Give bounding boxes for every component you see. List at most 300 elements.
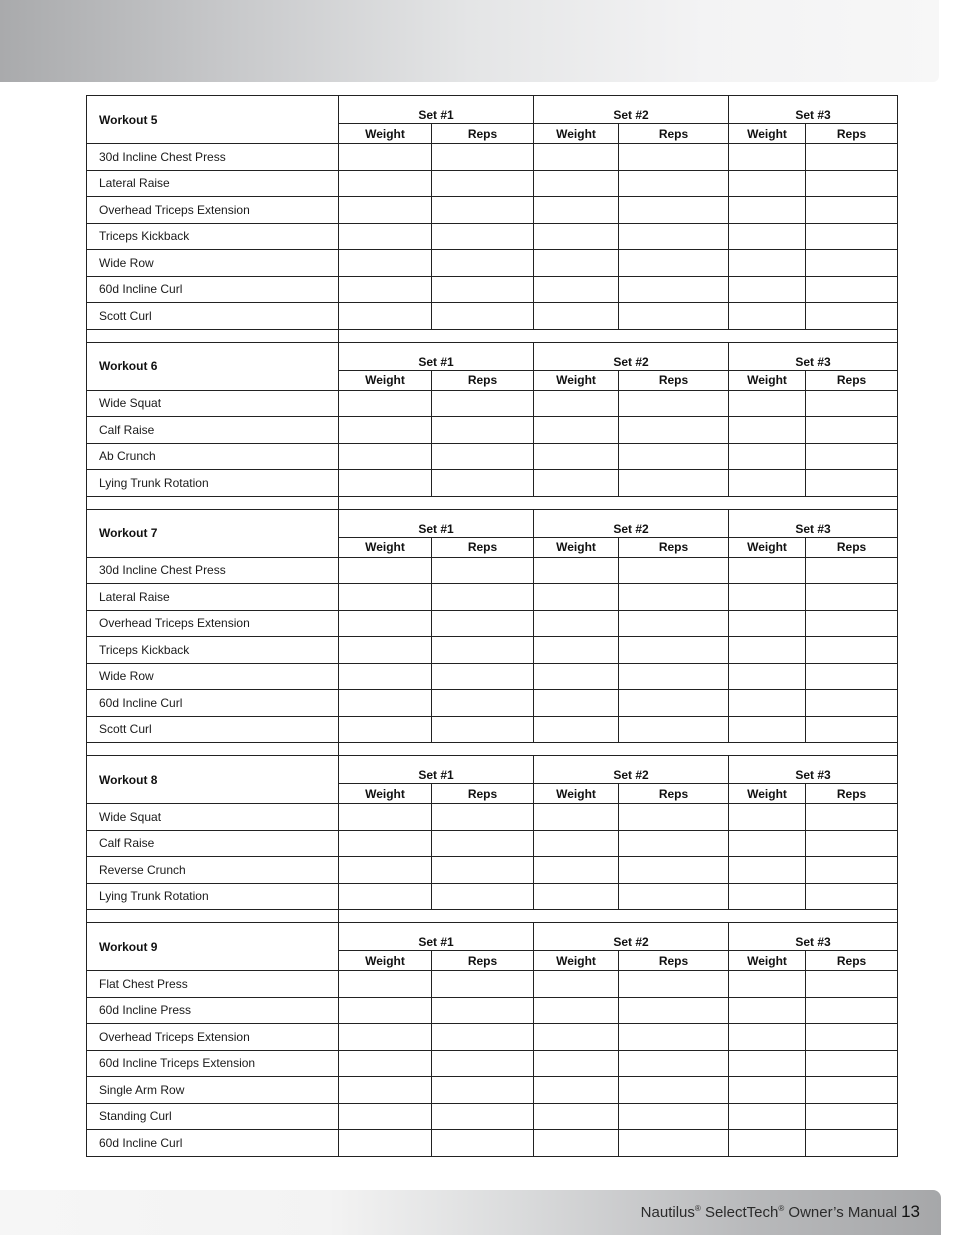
weight-column-header: Weight xyxy=(534,951,619,971)
weight-entry-cell[interactable] xyxy=(534,1024,619,1051)
reps-entry-cell[interactable] xyxy=(619,971,729,998)
reps-column-header: Reps xyxy=(619,951,729,971)
reps-entry-cell[interactable] xyxy=(432,716,534,743)
weight-entry-cell[interactable] xyxy=(534,804,619,831)
exercise-name: 30d Incline Chest Press xyxy=(87,144,339,171)
exercise-name: 60d Incline Curl xyxy=(87,690,339,717)
page-number: 13 xyxy=(901,1202,920,1221)
reps-entry-cell[interactable] xyxy=(432,443,534,470)
reps-entry-cell[interactable] xyxy=(432,971,534,998)
exercise-row xyxy=(87,804,898,831)
reps-entry-cell[interactable] xyxy=(806,716,898,743)
exercise-name: Standing Curl xyxy=(87,1103,339,1130)
reps-entry-cell[interactable] xyxy=(619,250,729,277)
exercise-name: Scott Curl xyxy=(87,303,339,330)
weight-column-header: Weight xyxy=(729,370,806,390)
weight-entry-cell[interactable] xyxy=(339,144,432,171)
set-3-header: Set #3 xyxy=(729,509,898,537)
weight-entry-cell[interactable] xyxy=(729,1050,806,1077)
spacer-cell xyxy=(87,743,339,756)
weight-entry-cell[interactable] xyxy=(339,610,432,637)
reps-entry-cell[interactable] xyxy=(619,170,729,197)
weight-entry-cell[interactable] xyxy=(534,557,619,584)
reps-entry-cell[interactable] xyxy=(432,250,534,277)
set-3-header: Set #3 xyxy=(729,342,898,370)
exercise-row xyxy=(87,144,898,171)
weight-entry-cell[interactable] xyxy=(339,557,432,584)
reps-entry-cell[interactable] xyxy=(432,197,534,224)
reps-entry-cell[interactable] xyxy=(432,584,534,611)
reps-column-header: Reps xyxy=(619,537,729,557)
weight-entry-cell[interactable] xyxy=(534,610,619,637)
weight-entry-cell[interactable] xyxy=(339,223,432,250)
exercise-name: Overhead Triceps Extension xyxy=(87,610,339,637)
weight-column-header: Weight xyxy=(729,784,806,804)
weight-entry-cell[interactable] xyxy=(534,663,619,690)
reps-entry-cell[interactable] xyxy=(619,1103,729,1130)
reps-entry-cell[interactable] xyxy=(619,1077,729,1104)
weight-column-header: Weight xyxy=(534,124,619,144)
reps-entry-cell[interactable] xyxy=(806,170,898,197)
weight-entry-cell[interactable] xyxy=(339,637,432,664)
reps-entry-cell[interactable] xyxy=(432,417,534,444)
reps-entry-cell[interactable] xyxy=(432,390,534,417)
exercise-name: Scott Curl xyxy=(87,716,339,743)
exercise-row xyxy=(87,997,898,1024)
reps-entry-cell[interactable] xyxy=(432,470,534,497)
reps-entry-cell[interactable] xyxy=(619,1024,729,1051)
set-2-header: Set #2 xyxy=(534,756,729,784)
weight-column-header: Weight xyxy=(339,124,432,144)
weight-entry-cell[interactable] xyxy=(339,690,432,717)
weight-entry-cell[interactable] xyxy=(534,250,619,277)
set-1-header: Set #1 xyxy=(339,923,534,951)
weight-entry-cell[interactable] xyxy=(534,303,619,330)
page-footer xyxy=(641,1202,920,1222)
reps-column-header: Reps xyxy=(806,370,898,390)
exercise-name: Triceps Kickback xyxy=(87,223,339,250)
reps-entry-cell[interactable] xyxy=(432,637,534,664)
weight-entry-cell[interactable] xyxy=(534,390,619,417)
reps-entry-cell[interactable] xyxy=(619,557,729,584)
exercise-name: Single Arm Row xyxy=(87,1077,339,1104)
footer-reg-mark: ® xyxy=(694,1204,701,1213)
weight-entry-cell[interactable] xyxy=(729,443,806,470)
set-3-header: Set #3 xyxy=(729,923,898,951)
reps-entry-cell[interactable] xyxy=(432,1077,534,1104)
reps-entry-cell[interactable] xyxy=(806,1130,898,1157)
weight-entry-cell[interactable] xyxy=(729,804,806,831)
set-2-header: Set #2 xyxy=(534,923,729,951)
reps-entry-cell[interactable] xyxy=(806,610,898,637)
exercise-name: 60d Incline Triceps Extension xyxy=(87,1050,339,1077)
section-spacer xyxy=(87,910,898,923)
weight-column-header: Weight xyxy=(534,537,619,557)
weight-entry-cell[interactable] xyxy=(729,144,806,171)
reps-column-header: Reps xyxy=(432,537,534,557)
set-2-header: Set #2 xyxy=(534,96,729,124)
section-spacer xyxy=(87,743,898,756)
exercise-row xyxy=(87,716,898,743)
weight-column-header: Weight xyxy=(339,784,432,804)
reps-entry-cell[interactable] xyxy=(806,857,898,884)
reps-entry-cell[interactable] xyxy=(806,1103,898,1130)
reps-entry-cell[interactable] xyxy=(619,223,729,250)
reps-entry-cell[interactable] xyxy=(432,144,534,171)
reps-entry-cell[interactable] xyxy=(806,971,898,998)
weight-entry-cell[interactable] xyxy=(729,584,806,611)
reps-entry-cell[interactable] xyxy=(806,997,898,1024)
reps-entry-cell[interactable] xyxy=(806,250,898,277)
reps-entry-cell[interactable] xyxy=(806,557,898,584)
set-3-header: Set #3 xyxy=(729,756,898,784)
reps-entry-cell[interactable] xyxy=(619,197,729,224)
reps-entry-cell[interactable] xyxy=(619,443,729,470)
weight-entry-cell[interactable] xyxy=(729,390,806,417)
reps-entry-cell[interactable] xyxy=(432,276,534,303)
weight-entry-cell[interactable] xyxy=(729,557,806,584)
weight-entry-cell[interactable] xyxy=(729,716,806,743)
reps-entry-cell[interactable] xyxy=(806,1024,898,1051)
reps-entry-cell[interactable] xyxy=(806,883,898,910)
weight-entry-cell[interactable] xyxy=(729,303,806,330)
footer-brand: Nautilus xyxy=(640,1204,695,1221)
reps-entry-cell[interactable] xyxy=(806,1050,898,1077)
reps-entry-cell[interactable] xyxy=(619,276,729,303)
reps-entry-cell[interactable] xyxy=(806,584,898,611)
spacer-cell xyxy=(339,910,898,923)
weight-entry-cell[interactable] xyxy=(339,1050,432,1077)
weight-entry-cell[interactable] xyxy=(534,1077,619,1104)
reps-entry-cell[interactable] xyxy=(619,804,729,831)
reps-entry-cell[interactable] xyxy=(806,663,898,690)
weight-column-header: Weight xyxy=(339,537,432,557)
workout-title: Workout 6 xyxy=(87,342,339,390)
reps-entry-cell[interactable] xyxy=(619,716,729,743)
reps-entry-cell[interactable] xyxy=(806,804,898,831)
workout-header-row xyxy=(87,509,898,537)
reps-entry-cell[interactable] xyxy=(619,997,729,1024)
reps-column-header: Reps xyxy=(806,784,898,804)
set-1-header: Set #1 xyxy=(339,342,534,370)
exercise-name: 60d Incline Curl xyxy=(87,276,339,303)
weight-entry-cell[interactable] xyxy=(534,1103,619,1130)
exercise-name: Flat Chest Press xyxy=(87,971,339,998)
reps-entry-cell[interactable] xyxy=(806,830,898,857)
weight-entry-cell[interactable] xyxy=(339,1130,432,1157)
exercise-row xyxy=(87,857,898,884)
reps-entry-cell[interactable] xyxy=(619,417,729,444)
weight-entry-cell[interactable] xyxy=(534,997,619,1024)
footer-product: SelectTech xyxy=(700,1204,779,1221)
exercise-name: Lying Trunk Rotation xyxy=(87,883,339,910)
weight-entry-cell[interactable] xyxy=(534,857,619,884)
weight-entry-cell[interactable] xyxy=(729,1077,806,1104)
spacer-cell xyxy=(339,329,898,342)
set-1-header: Set #1 xyxy=(339,509,534,537)
weight-entry-cell[interactable] xyxy=(534,1050,619,1077)
weight-entry-cell[interactable] xyxy=(534,417,619,444)
weight-entry-cell[interactable] xyxy=(534,144,619,171)
weight-entry-cell[interactable] xyxy=(339,197,432,224)
reps-entry-cell[interactable] xyxy=(619,663,729,690)
weight-entry-cell[interactable] xyxy=(339,250,432,277)
weight-entry-cell[interactable] xyxy=(729,830,806,857)
weight-entry-cell[interactable] xyxy=(729,690,806,717)
workout-header-row xyxy=(87,96,898,124)
exercise-row xyxy=(87,303,898,330)
reps-entry-cell[interactable] xyxy=(619,857,729,884)
reps-entry-cell[interactable] xyxy=(432,830,534,857)
reps-entry-cell[interactable] xyxy=(432,610,534,637)
weight-column-header: Weight xyxy=(729,537,806,557)
exercise-row xyxy=(87,197,898,224)
exercise-name: Triceps Kickback xyxy=(87,637,339,664)
workout-header-row xyxy=(87,756,898,784)
set-3-header: Set #3 xyxy=(729,96,898,124)
reps-entry-cell[interactable] xyxy=(806,690,898,717)
exercise-name: 60d Incline Press xyxy=(87,997,339,1024)
reps-entry-cell[interactable] xyxy=(432,1130,534,1157)
exercise-name: 30d Incline Chest Press xyxy=(87,557,339,584)
weight-entry-cell[interactable] xyxy=(339,857,432,884)
reps-entry-cell[interactable] xyxy=(619,1050,729,1077)
weight-entry-cell[interactable] xyxy=(729,417,806,444)
reps-entry-cell[interactable] xyxy=(619,883,729,910)
reps-entry-cell[interactable] xyxy=(619,144,729,171)
weight-entry-cell[interactable] xyxy=(534,637,619,664)
weight-entry-cell[interactable] xyxy=(729,663,806,690)
weight-entry-cell[interactable] xyxy=(534,170,619,197)
weight-entry-cell[interactable] xyxy=(339,276,432,303)
weight-entry-cell[interactable] xyxy=(339,663,432,690)
reps-column-header: Reps xyxy=(432,951,534,971)
weight-entry-cell[interactable] xyxy=(339,804,432,831)
exercise-row xyxy=(87,690,898,717)
exercise-row xyxy=(87,557,898,584)
workout-title: Workout 8 xyxy=(87,756,339,804)
exercise-row xyxy=(87,584,898,611)
exercise-row xyxy=(87,610,898,637)
weight-entry-cell[interactable] xyxy=(729,223,806,250)
reps-entry-cell[interactable] xyxy=(432,690,534,717)
reps-entry-cell[interactable] xyxy=(432,557,534,584)
reps-entry-cell[interactable] xyxy=(432,997,534,1024)
exercise-row xyxy=(87,971,898,998)
reps-entry-cell[interactable] xyxy=(432,1024,534,1051)
reps-column-header: Reps xyxy=(619,124,729,144)
reps-column-header: Reps xyxy=(619,370,729,390)
weight-entry-cell[interactable] xyxy=(339,830,432,857)
exercise-row xyxy=(87,637,898,664)
reps-entry-cell[interactable] xyxy=(432,883,534,910)
set-1-header: Set #1 xyxy=(339,96,534,124)
weight-entry-cell[interactable] xyxy=(534,830,619,857)
exercise-name: Wide Squat xyxy=(87,390,339,417)
exercise-name: Overhead Triceps Extension xyxy=(87,1024,339,1051)
weight-entry-cell[interactable] xyxy=(534,197,619,224)
exercise-row xyxy=(87,390,898,417)
reps-entry-cell[interactable] xyxy=(432,303,534,330)
reps-column-header: Reps xyxy=(806,124,898,144)
exercise-row xyxy=(87,223,898,250)
weight-column-header: Weight xyxy=(339,370,432,390)
spacer-cell xyxy=(87,496,339,509)
exercise-row xyxy=(87,276,898,303)
exercise-row xyxy=(87,663,898,690)
reps-entry-cell[interactable] xyxy=(806,417,898,444)
exercise-row xyxy=(87,830,898,857)
weight-entry-cell[interactable] xyxy=(534,971,619,998)
spacer-cell xyxy=(339,743,898,756)
reps-entry-cell[interactable] xyxy=(619,830,729,857)
weight-entry-cell[interactable] xyxy=(339,997,432,1024)
workout-title: Workout 5 xyxy=(87,96,339,144)
exercise-name: Lateral Raise xyxy=(87,170,339,197)
reps-column-header: Reps xyxy=(432,370,534,390)
workout-title: Workout 9 xyxy=(87,923,339,971)
weight-column-header: Weight xyxy=(729,951,806,971)
spacer-cell xyxy=(87,910,339,923)
exercise-name: Reverse Crunch xyxy=(87,857,339,884)
reps-entry-cell[interactable] xyxy=(432,170,534,197)
exercise-row xyxy=(87,1130,898,1157)
weight-entry-cell[interactable] xyxy=(339,716,432,743)
weight-entry-cell[interactable] xyxy=(729,857,806,884)
exercise-name: Lying Trunk Rotation xyxy=(87,470,339,497)
exercise-name: Overhead Triceps Extension xyxy=(87,197,339,224)
exercise-name: Lateral Raise xyxy=(87,584,339,611)
weight-entry-cell[interactable] xyxy=(534,716,619,743)
weight-entry-cell[interactable] xyxy=(534,443,619,470)
weight-entry-cell[interactable] xyxy=(339,971,432,998)
weight-entry-cell[interactable] xyxy=(339,390,432,417)
reps-entry-cell[interactable] xyxy=(619,637,729,664)
reps-entry-cell[interactable] xyxy=(806,197,898,224)
weight-entry-cell[interactable] xyxy=(729,470,806,497)
weight-column-header: Weight xyxy=(339,951,432,971)
weight-entry-cell[interactable] xyxy=(729,883,806,910)
reps-entry-cell[interactable] xyxy=(432,1103,534,1130)
footer-manual-label: Owner’s Manual xyxy=(784,1204,898,1221)
weight-entry-cell[interactable] xyxy=(534,276,619,303)
reps-entry-cell[interactable] xyxy=(806,390,898,417)
reps-entry-cell[interactable] xyxy=(806,1077,898,1104)
reps-entry-cell[interactable] xyxy=(619,610,729,637)
reps-entry-cell[interactable] xyxy=(806,276,898,303)
exercise-name: Wide Row xyxy=(87,663,339,690)
weight-entry-cell[interactable] xyxy=(339,417,432,444)
exercise-name: Calf Raise xyxy=(87,417,339,444)
reps-entry-cell[interactable] xyxy=(806,443,898,470)
weight-entry-cell[interactable] xyxy=(339,303,432,330)
weight-entry-cell[interactable] xyxy=(729,1130,806,1157)
exercise-row xyxy=(87,170,898,197)
weight-entry-cell[interactable] xyxy=(339,883,432,910)
weight-entry-cell[interactable] xyxy=(339,170,432,197)
weight-entry-cell[interactable] xyxy=(729,250,806,277)
reps-entry-cell[interactable] xyxy=(619,690,729,717)
weight-entry-cell[interactable] xyxy=(339,1103,432,1130)
set-1-header: Set #1 xyxy=(339,756,534,784)
weight-entry-cell[interactable] xyxy=(339,1077,432,1104)
weight-entry-cell[interactable] xyxy=(729,997,806,1024)
reps-entry-cell[interactable] xyxy=(432,1050,534,1077)
weight-entry-cell[interactable] xyxy=(534,223,619,250)
exercise-row xyxy=(87,1103,898,1130)
section-spacer xyxy=(87,329,898,342)
reps-entry-cell[interactable] xyxy=(806,303,898,330)
reps-entry-cell[interactable] xyxy=(432,663,534,690)
set-2-header: Set #2 xyxy=(534,342,729,370)
exercise-row xyxy=(87,1024,898,1051)
exercise-name: 60d Incline Curl xyxy=(87,1130,339,1157)
reps-entry-cell[interactable] xyxy=(619,470,729,497)
weight-entry-cell[interactable] xyxy=(534,470,619,497)
reps-entry-cell[interactable] xyxy=(806,470,898,497)
weight-entry-cell[interactable] xyxy=(339,1024,432,1051)
workout-log-table xyxy=(86,95,898,1157)
weight-column-header: Weight xyxy=(534,784,619,804)
weight-entry-cell[interactable] xyxy=(534,883,619,910)
weight-entry-cell[interactable] xyxy=(534,584,619,611)
weight-entry-cell[interactable] xyxy=(729,971,806,998)
reps-entry-cell[interactable] xyxy=(432,857,534,884)
weight-entry-cell[interactable] xyxy=(339,584,432,611)
exercise-row xyxy=(87,883,898,910)
reps-entry-cell[interactable] xyxy=(619,303,729,330)
exercise-name: Ab Crunch xyxy=(87,443,339,470)
header-band xyxy=(0,0,939,82)
footer-reg-mark-2: ® xyxy=(778,1204,785,1213)
reps-entry-cell[interactable] xyxy=(619,390,729,417)
exercise-row xyxy=(87,250,898,277)
reps-entry-cell[interactable] xyxy=(806,144,898,171)
weight-entry-cell[interactable] xyxy=(339,443,432,470)
weight-entry-cell[interactable] xyxy=(729,276,806,303)
reps-column-header: Reps xyxy=(806,951,898,971)
reps-column-header: Reps xyxy=(806,537,898,557)
exercise-row xyxy=(87,1077,898,1104)
weight-column-header: Weight xyxy=(729,124,806,144)
spacer-cell xyxy=(339,496,898,509)
weight-entry-cell[interactable] xyxy=(534,690,619,717)
weight-entry-cell[interactable] xyxy=(729,1024,806,1051)
reps-entry-cell[interactable] xyxy=(806,637,898,664)
exercise-name: Calf Raise xyxy=(87,830,339,857)
workout-header-row xyxy=(87,342,898,370)
exercise-row xyxy=(87,417,898,444)
reps-entry-cell[interactable] xyxy=(619,1130,729,1157)
weight-entry-cell[interactable] xyxy=(339,470,432,497)
weight-entry-cell[interactable] xyxy=(729,170,806,197)
exercise-row xyxy=(87,1050,898,1077)
reps-entry-cell[interactable] xyxy=(432,223,534,250)
reps-entry-cell[interactable] xyxy=(432,804,534,831)
exercise-row xyxy=(87,470,898,497)
spacer-cell xyxy=(87,329,339,342)
weight-entry-cell[interactable] xyxy=(729,637,806,664)
reps-entry-cell[interactable] xyxy=(806,223,898,250)
set-2-header: Set #2 xyxy=(534,509,729,537)
weight-entry-cell[interactable] xyxy=(729,197,806,224)
weight-entry-cell[interactable] xyxy=(729,1103,806,1130)
workout-title: Workout 7 xyxy=(87,509,339,557)
weight-entry-cell[interactable] xyxy=(729,610,806,637)
reps-entry-cell[interactable] xyxy=(619,584,729,611)
weight-column-header: Weight xyxy=(534,370,619,390)
weight-entry-cell[interactable] xyxy=(534,1130,619,1157)
